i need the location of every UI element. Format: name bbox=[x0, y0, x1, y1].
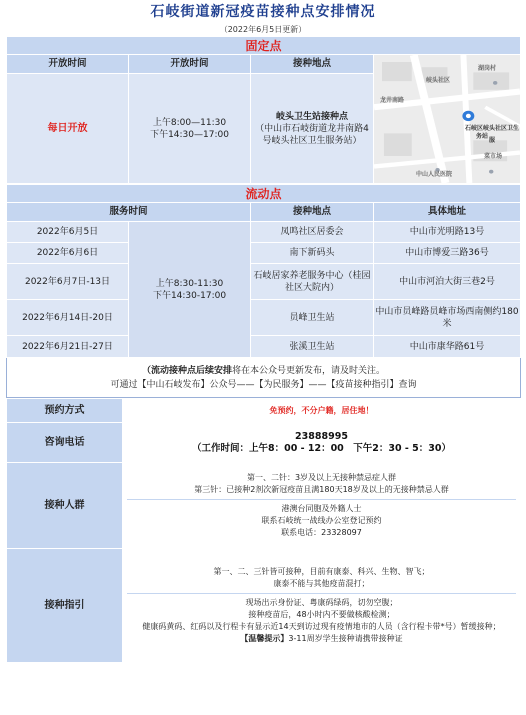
guide-steps-block bbox=[127, 593, 516, 645]
map-label-clinic: 石岐区岐头社区卫生服 bbox=[465, 125, 520, 144]
fixed-site-cell bbox=[251, 74, 374, 184]
group-cell bbox=[123, 463, 521, 549]
mobile-address: 中山市康华路61号 bbox=[374, 336, 521, 358]
guide-tip-text: 3-11周岁学生接种请携带接种证 bbox=[288, 634, 403, 643]
mobile-date: 2022年6月6日 bbox=[7, 243, 129, 264]
map-label-village: 湖岗村 bbox=[478, 65, 497, 72]
map-label-community: 岐头社区 bbox=[426, 77, 451, 84]
guide-line-3: 现场出示身份证、粤康码绿码，切勿空腹； bbox=[245, 598, 398, 607]
fixed-header-open-hours: 开放时间 bbox=[129, 55, 251, 74]
guide-line-5: 健康码黄码、红码以及行程卡有显示近14天到访过现有疫情地市的人员（含行程卡带*号）暂缓接种； bbox=[142, 622, 501, 631]
map-label-market: 菜市场 bbox=[484, 153, 503, 160]
follow-up-lead: （流动接种点后续安排 bbox=[141, 365, 232, 376]
mobile-point-table bbox=[6, 184, 521, 398]
group-foreign-block bbox=[127, 499, 516, 539]
phone-label: 咨询电话 bbox=[7, 423, 123, 463]
table-row bbox=[7, 336, 521, 358]
guide-label: 接种指引 bbox=[7, 549, 123, 663]
follow-up-notice bbox=[7, 358, 521, 398]
map-label-hospital: 中山人民医院 bbox=[416, 171, 453, 178]
fixed-open-days: 每日开放 bbox=[7, 74, 129, 184]
guide-line-1: 第一、二、三针皆可接种，目前有康泰、科兴、生物、智飞； bbox=[213, 567, 430, 576]
group-line-3: 港澳台同胞及外籍人士 bbox=[281, 504, 362, 513]
mobile-hours-am: 上午8:30-11:30 bbox=[155, 278, 224, 289]
fixed-hours-am: 上午8:00—11:30 bbox=[152, 117, 227, 128]
group-line-5: 联系电话：23328097 bbox=[281, 528, 362, 537]
mobile-header-time: 服务时间 bbox=[7, 203, 251, 222]
phone-number: 23888995 bbox=[295, 430, 348, 442]
mobile-section-title: 流动点 bbox=[7, 185, 521, 203]
booking-label: 预约方式 bbox=[7, 399, 123, 423]
mobile-hours bbox=[129, 222, 251, 358]
table-row bbox=[7, 300, 521, 336]
group-line-2: 第三针：已接种2剂次新冠疫苗且满180天18岁及以上的无接种禁忌人群 bbox=[194, 485, 449, 494]
mobile-header-address: 具体地址 bbox=[374, 203, 521, 222]
mobile-site: 员峰卫生站 bbox=[251, 300, 374, 336]
guide-line-2: 康泰不能与其他疫苗混打； bbox=[273, 579, 370, 588]
mobile-site: 张溪卫生站 bbox=[251, 336, 374, 358]
follow-up-query-path: 可通过【中山石岐发布】公众号——【为民服务】——【疫苗接种指引】查询 bbox=[110, 379, 417, 390]
phone-hours: （工作时间：上午8：00 - 12：00 下午2：30 - 5：30） bbox=[191, 442, 452, 454]
mobile-date: 2022年6月21日-27日 bbox=[7, 336, 129, 358]
mobile-address: 中山市博爱三路36号 bbox=[374, 243, 521, 264]
phone-cell bbox=[123, 423, 521, 463]
group-line-4: 联系石岐统一战线办公室登记预约 bbox=[261, 516, 382, 525]
follow-up-rest: 将在本公众号更新发布，请及时关注。 bbox=[232, 365, 386, 376]
fixed-section-title: 固定点 bbox=[7, 37, 521, 55]
update-note: （2022年6月5日更新） bbox=[219, 25, 307, 34]
mobile-hours-pm: 下午14:30-17:00 bbox=[152, 290, 227, 301]
info-table bbox=[6, 398, 521, 663]
mobile-site: 凤鸣社区居委会 bbox=[251, 222, 374, 243]
fixed-point-table bbox=[6, 36, 521, 184]
fixed-header-site: 接种地点 bbox=[251, 55, 374, 74]
guide-line-4: 接种疫苗后，48小时内不要做核酸检测； bbox=[248, 610, 395, 619]
page-title: 石岐街道新冠疫苗接种点安排情况 bbox=[150, 4, 376, 20]
fixed-header-open-days: 开放时间 bbox=[7, 55, 129, 74]
booking-text: 免预约，不分户籍，居住地！ bbox=[123, 399, 521, 423]
mobile-header-site: 接种地点 bbox=[251, 203, 374, 222]
guide-tip-title: 【温馨提示】 bbox=[240, 634, 289, 643]
fixed-open-hours bbox=[129, 74, 251, 184]
table-row bbox=[7, 222, 521, 243]
fixed-site-name: 岐头卫生站接种点 bbox=[275, 111, 348, 122]
group-label: 接种人群 bbox=[7, 463, 123, 549]
mobile-site: 南下新码头 bbox=[251, 243, 374, 264]
mobile-date: 2022年6月14日-20日 bbox=[7, 300, 129, 336]
mobile-date: 2022年6月5日 bbox=[7, 222, 129, 243]
mobile-site: 石岐居家养老服务中心（桂园社区大院内） bbox=[251, 264, 374, 300]
fixed-hours-pm: 下午14:30—17:00 bbox=[150, 129, 229, 140]
mobile-date: 2022年6月7日-13日 bbox=[7, 264, 129, 300]
guide-cell bbox=[123, 549, 521, 663]
table-row bbox=[7, 264, 521, 300]
map-label-clinic-2: 务站 bbox=[476, 133, 489, 140]
group-line-1: 第一、二针：3岁及以上无接种禁忌症人群 bbox=[246, 473, 397, 482]
mobile-address: 中山市光明路13号 bbox=[374, 222, 521, 243]
location-map[interactable] bbox=[374, 55, 521, 184]
map-label-road: 龙井南路 bbox=[380, 97, 405, 104]
fixed-site-address: （中山市石岐街道龙井南路4号岐头社区卫生服务站） bbox=[255, 123, 369, 146]
table-row bbox=[7, 243, 521, 264]
mobile-address: 中山市员峰路员峰市场西南侧约180米 bbox=[374, 300, 521, 336]
mobile-address: 中山市河泊大街三巷2号 bbox=[374, 264, 521, 300]
